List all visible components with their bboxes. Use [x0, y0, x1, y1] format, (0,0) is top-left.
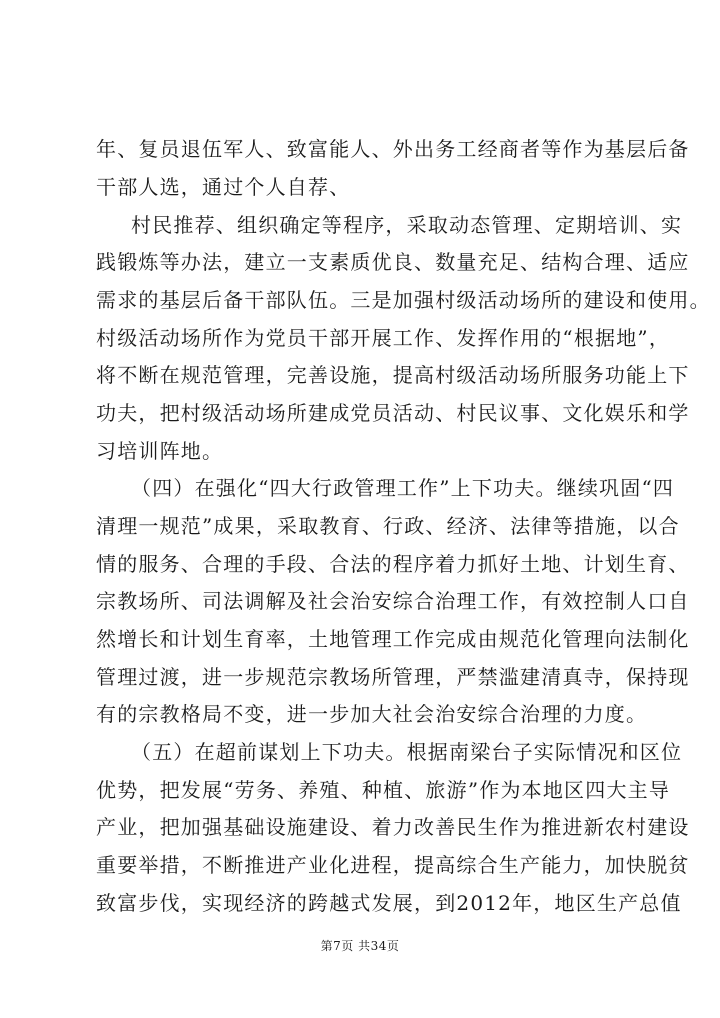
body-text-line: 践锻炼等办法，建立一支素质优良、数量充足、结构合理、适应 [96, 250, 690, 274]
body-text-line: 情的服务、合理的手段、合法的程序着力抓好土地、计划生育、 [96, 552, 690, 576]
body-text-line: 有的宗教格局不变，进一步加大社会治安综合治理的力度。 [96, 702, 648, 726]
body-text-line: 年、复员退伍军人、致富能人、外出务工经商者等作为基层后备 [96, 137, 690, 161]
body-text-line: （五）在超前谋划上下功夫。根据南梁台子实际情况和区位 [131, 740, 683, 764]
body-text-line: 村级活动场所作为党员干部开展工作、发挥作用的“根据地”， [96, 326, 671, 350]
body-text-line: 宗教场所、司法调解及社会治安综合治理工作，有效控制人口自 [96, 589, 690, 613]
body-text-line: 致富步伐，实现经济的跨越式发展，到2012年，地区生产总值 [96, 891, 682, 915]
body-text-line: 将不断在规范管理，完善设施，提高村级活动场所服务功能上下 [96, 363, 690, 387]
body-text-line: 然增长和计划生育率，土地管理工作完成由规范化管理向法制化 [96, 627, 690, 651]
body-text-line: 产业，把加强基础设施建设、着力改善民生作为推进新农村建设 [96, 815, 690, 839]
body-text-line: 清理一规范”成果，采取教育、行政、经济、法律等措施，以合 [96, 514, 680, 538]
body-text-line: 管理过渡，进一步规范宗教场所管理，严禁滥建清真寺，保持现 [96, 665, 690, 689]
body-text-line: 需求的基层后备干部队伍。三是加强村级活动场所的建设和使用。 [96, 288, 711, 312]
body-text-line: 优势，把发展“劳务、养殖、种植、旅游”作为本地区四大主导 [96, 778, 671, 802]
body-text-line: 村民推荐、组织确定等程序，采取动态管理、定期培训、实 [131, 213, 683, 237]
body-text-line: 功夫，把村级活动场所建成党员活动、村民议事、文化娱乐和学 [96, 401, 690, 425]
body-text-line: 干部人选，通过个人自荐、 [96, 175, 351, 199]
page-number: 第7页 共34页 [320, 939, 400, 953]
body-text-line: （四）在强化“四大行政管理工作”上下功夫。继续巩固“四 [131, 476, 675, 500]
body-text-line: 习培训阵地。 [96, 439, 224, 463]
body-text-line: 重要举措，不断推进产业化进程，提高综合生产能力，加快脱贫 [96, 853, 690, 877]
